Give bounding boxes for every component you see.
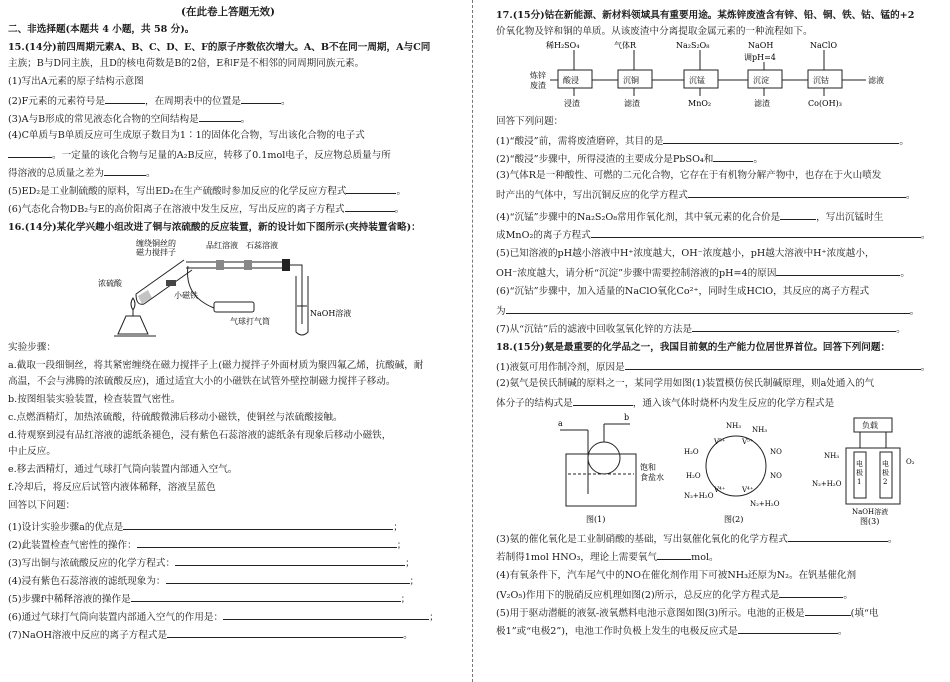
fig2-label: V⁵⁺ [714, 438, 726, 446]
fig1-apparatus [558, 413, 664, 524]
q18-p4b: (V₂O₅)作用下的脱硝反应机理如图(2)所示，总反应的化学方程式是 。 [496, 590, 853, 601]
fig2-label: V⁴⁺ [742, 486, 754, 494]
output-label: 浸渣 [564, 99, 580, 108]
fig2-mechanism [684, 422, 782, 524]
pump [214, 302, 254, 312]
q18-p5a: (5)用于驱动潜艇的液氨-液氧燃料电池示意图如图(3)所示。电池的正极是 (填“电 [496, 608, 879, 619]
answer-blank[interactable] [131, 592, 401, 602]
label-stirrer: 磁力搅拌子 [136, 248, 176, 257]
q18-stem: 18.(15分)氨是最重要的化学品之一，我国目前氨的生产能力位居世界首位。回答下列问题： [496, 342, 891, 353]
step-label: 沉锰 [689, 76, 705, 85]
q15-part3: (3)A与B形成的常见液态化合物的空间结构是 。 [8, 114, 251, 125]
fig2-label: V⁵⁺ [742, 438, 754, 446]
q15-part4-line1: (4)C单质与B单质反应可生成原子数目为1∶1的固体化合物，写出该化合物的电子式 [8, 130, 365, 141]
answer-blank[interactable] [663, 134, 899, 144]
answer-blank[interactable] [788, 532, 888, 542]
q16-stem: 16.(14分)某化学兴趣小组改进了铜与浓硫酸的反应装置，新的设计如下图所示(夹持装置省略)： [8, 222, 421, 233]
answer-blank[interactable] [779, 588, 843, 598]
q18-p4a: (4)有氧条件下，汽车尾气中的NO在催化剂作用下可被NH₃还原为N₂。在钒基催化剂 [496, 570, 857, 581]
answer-blank[interactable] [199, 112, 241, 122]
ph-note: 调pH=4 [744, 53, 776, 62]
q16-step-c: c.点燃酒精灯，加热浓硫酸，待硫酸微沸后移动小磁铁，使铜丝与浓硫酸接触。 [8, 412, 343, 423]
fig1-caption: 图(1) [586, 515, 606, 524]
q15-stem-line1: 15.(14分)前四周期元素A、B、C、D、E、F的原子序数依次增大。A、B不在同一周期，A与C同 [8, 42, 431, 53]
fig1-brine-2: 食盐水 [640, 473, 664, 482]
q16-step-e: e.移去酒精灯，通过气球打气筒向装置内部通入空气。 [8, 464, 238, 475]
q16-step-f: f.冷却后，将反应后试管内液体稀释，溶液呈蓝色 [8, 482, 216, 493]
fig3-e1: 极 [856, 469, 863, 477]
answer-blank[interactable] [591, 228, 921, 238]
label-pump: 气球打气筒 [230, 317, 270, 326]
q18-p3b: 若制得1mol HNO₃，理论上需要氧气 mol。 [496, 552, 719, 563]
q16-step-a2: 高温，不会与沸腾的浓硫酸反应)，通过适宜大小的小磁铁在试管外壁控制磁力搅拌子移动。 [8, 376, 396, 387]
q15-stem-line2: 主族；B与D同主族，且D的核电荷数是B的2倍，E和F是不相邻的同周期同族元素。 [8, 58, 365, 69]
answer-blank[interactable] [345, 202, 395, 212]
magnet [166, 280, 176, 286]
fig1-b: b [624, 413, 630, 422]
answer-blank[interactable] [105, 94, 145, 104]
answer-blank[interactable] [692, 322, 896, 332]
label-wire: 缠绕铜丝的 [136, 239, 176, 248]
q16-steps-title: 实验步骤： [8, 342, 56, 353]
q17-p3b: 时产出的气体中，写出沉铜反应的化学方程式 。 [496, 190, 916, 201]
answer-blank[interactable] [780, 210, 816, 220]
step-label: 沉钴 [813, 76, 829, 85]
q16-r1: (1)设计实验步骤a的优点是 ； [8, 522, 403, 533]
q16-step-d2: 中止反应。 [8, 446, 56, 457]
answer-blank[interactable] [175, 556, 405, 566]
q18-p2a: (2)氨气是侯氏制碱的原料之一，某同学用如图(1)装置模仿侯氏制碱原理，则a处通入的气 [496, 378, 875, 389]
q18-p2b: 体分子的结构式是 ，通入该气体时烧杯内发生反应的化学方程式是 [496, 398, 835, 409]
q15-part4-line3: 得溶液的总质量之差为 。 [8, 168, 156, 179]
q16-r5: (5)步骤f中稀释溶液的操作是 ； [8, 594, 411, 605]
fig3-o2: O₂ [906, 458, 915, 466]
label-litmus: 石蕊溶液 [246, 241, 278, 250]
q15-part4-line2: 。一定量的该化合物与足量的A₂B反应，转移了0.1mol电子，反应物总质量与所 [8, 148, 391, 162]
fig2-label: NH₃ [726, 422, 742, 430]
q16-answer-title: 回答以下问题： [8, 500, 76, 511]
header-notice: (在此卷上答题无效) [181, 6, 275, 18]
fig2-label: NO [770, 448, 782, 456]
label-acid: 浓硫酸 [98, 279, 122, 288]
output-label: MnO₂ [688, 99, 712, 108]
q17-p4a: (4)“沉锰”步骤中的Na₂S₂O₈常用作氧化剂，其中氧元素的化合价是 ，写出沉锰时生 [496, 212, 884, 223]
q16-r4: (4)浸有紫色石蕊溶液的滤纸现象为： ； [8, 576, 420, 587]
q17-p5b: OH⁻浓度越大，请分析“沉淀”步骤中需要控制溶液的pH=4的原因 。 [496, 268, 911, 279]
fig2-label: H₂O [684, 448, 699, 456]
reagent-gas-r: 气体R [614, 41, 637, 50]
section-title: 二、非选择题(本题共 4 小题，共 58 分)。 [8, 24, 195, 35]
answer-blank[interactable] [776, 266, 900, 276]
fig3-naoh: NaOH溶液 [852, 508, 889, 516]
q15-part5: (5)ED₂是工业制硫酸的原料，写出ED₂在生产硫酸时参加反应的化学反应方程式 。 [8, 186, 407, 197]
fig3-e2: 电 [882, 460, 889, 468]
q18-p3a: (3)氨的催化氧化是工业制硝酸的基础，写出氨催化氧化的化学方程式 。 [496, 534, 898, 545]
q15-part2: (2)F元素的元素符号是 ，在周期表中的位置是 。 [8, 96, 291, 107]
end-label: 滤液 [868, 76, 884, 85]
fig3-e2: 极 [882, 469, 889, 477]
q16-apparatus-figure [96, 236, 356, 340]
column-divider [472, 0, 473, 682]
fig2-label: H₂O [686, 472, 701, 480]
q16-r7: (7)NaOH溶液中反应的离子方程式是 。 [8, 630, 413, 641]
answer-blank[interactable] [104, 166, 146, 176]
answer-blank[interactable] [137, 538, 397, 548]
fig3-caption: 图(3) [860, 517, 880, 526]
fig2-caption: 图(2) [724, 515, 744, 524]
q17-p6b: 为 。 [496, 306, 920, 317]
answer-blank[interactable] [346, 184, 396, 194]
label-magnet: 小磁铁 [174, 291, 198, 300]
q16-r6: (6)通过气球打气筒向装置内部通入空气的作用是： ； [8, 612, 439, 623]
output-label: 滤渣 [754, 99, 770, 108]
answer-blank[interactable] [223, 610, 429, 620]
q16-step-d1: d.待观察到浸有品红溶液的滤纸条褪色，浸有紫色石蕊溶液的滤纸条有现象后移动小磁铁， [8, 430, 392, 441]
q17-p3a: (3)气体R是一种酸性、可燃的二元化合物，它存在于有机物分解产物中，也存在于火山喷发 [496, 170, 882, 181]
q17-answer-title: 回答下列问题： [496, 116, 564, 127]
answer-blank[interactable] [657, 550, 691, 560]
fig2-label: NO [770, 472, 782, 480]
fig3-e1: 电 [856, 460, 863, 468]
q17-p4c: 成MnO₂的离子方程式 。 [496, 230, 931, 241]
q18-p1: (1)液氨可用作制冷剂，原因是 。 [496, 362, 931, 373]
step-label: 沉铜 [623, 76, 639, 85]
q15-part1: (1)写出A元素的原子结构示意图 [8, 76, 144, 87]
fig3-e1: 1 [857, 478, 862, 486]
q17-p5a: (5)已知溶液的pH越小溶液中H⁺浓度越大，OH⁻浓度越小，pH越大溶液中H⁺浓度越小， [496, 248, 875, 259]
step-label: 沉淀 [753, 76, 769, 85]
fig3-load: 负载 [862, 421, 878, 430]
fig3-fuel-cell [812, 418, 915, 526]
fig3-e2: 2 [883, 478, 888, 486]
answer-blank[interactable] [167, 628, 403, 638]
q18-figures [556, 414, 936, 526]
answer-blank[interactable] [688, 188, 906, 198]
fig1-a: a [558, 419, 563, 428]
q16-r3: (3)写出铜与浓硫酸反应的化学方程式： ； [8, 558, 415, 569]
step-label: 酸浸 [563, 76, 579, 85]
q17-stem-line1: 17.(15分)钴在新能源、新材料领域具有重要用途。某炼锌废渣含有锌、铅、铜、铁、钴、锰的+2 [496, 10, 915, 21]
q16-step-b: b.按图组装实验装置，检查装置气密性。 [8, 394, 181, 405]
answer-blank[interactable] [738, 624, 838, 634]
fig2-label: NH₃ [752, 426, 768, 434]
q17-p2: (2)“酸浸”步骤中，所得浸渣的主要成分是PbSO₄和 。 [496, 154, 763, 165]
label-naoh: NaOH溶液 [310, 309, 352, 318]
feed-2: 废渣 [530, 81, 546, 90]
answer-blank[interactable] [713, 152, 753, 162]
q17-p7: (7)从“沉钴”后的滤液中回收氢氧化锌的方法是 。 [496, 324, 906, 335]
answer-blank[interactable] [166, 574, 410, 584]
q17-stem-line2: 价氧化物及锌和铜的单质。从该废渣中分离提取金属元素的一种流程如下。 [496, 26, 813, 37]
reagent-naclo: NaClO [810, 41, 838, 50]
answer-blank[interactable] [625, 360, 921, 370]
fig3-n2: N₂+H₂O [812, 480, 842, 488]
answer-blank[interactable] [573, 396, 633, 406]
q17-p1: (1)“酸浸”前，需将废渣磨碎，其目的是 。 [496, 136, 909, 147]
answer-blank[interactable] [123, 520, 393, 530]
label-red: 品红溶液 [206, 241, 238, 250]
answer-blank[interactable] [805, 606, 851, 616]
answer-blank[interactable] [241, 94, 281, 104]
alcohol-lamp [118, 316, 148, 334]
q17-p6a: (6)“沉钴”步骤中，加入适量的NaClO氧化Co²⁺，同时生成HClO，其反应的离子方程式 [496, 286, 870, 297]
output-label: Co(OH)₃ [808, 99, 842, 108]
fig2-label: V⁴⁺ [714, 486, 726, 494]
fig2-label: N₂+H₂O [684, 492, 714, 500]
feed-1: 炼锌 [530, 71, 546, 80]
reagent-naoh: NaOH [748, 41, 774, 50]
fig3-nh3: NH₃ [824, 452, 840, 460]
q16-step-a1: a.截取一段细铜丝，将其紧密缠绕在磁力搅拌子上(磁力搅拌子外面材质为聚四氟乙烯，抗酸碱，耐 [8, 360, 424, 371]
q15-part6: (6)气态化合物DB₂与E的高价阳离子在溶液中发生反应，写出反应的离子方程式 。 [8, 204, 405, 215]
answer-blank[interactable] [8, 148, 52, 158]
output-label: 滤渣 [624, 99, 640, 108]
reagent-h2so4: 稀H₂SO₄ [546, 41, 580, 50]
q18-p5c: 极1”或“电极2”)，电池工作时负极上发生的电极反应式是 。 [496, 626, 848, 637]
answer-blank[interactable] [506, 304, 910, 314]
q17-flowchart [530, 40, 896, 110]
reagent-na2s2o8: Na₂S₂O₈ [676, 41, 710, 50]
q16-r2: (2)此装置检查气密性的操作： ； [8, 540, 407, 551]
fig1-brine-1: 饱和 [640, 463, 656, 472]
fig2-label: N₂+H₂O [750, 500, 780, 508]
